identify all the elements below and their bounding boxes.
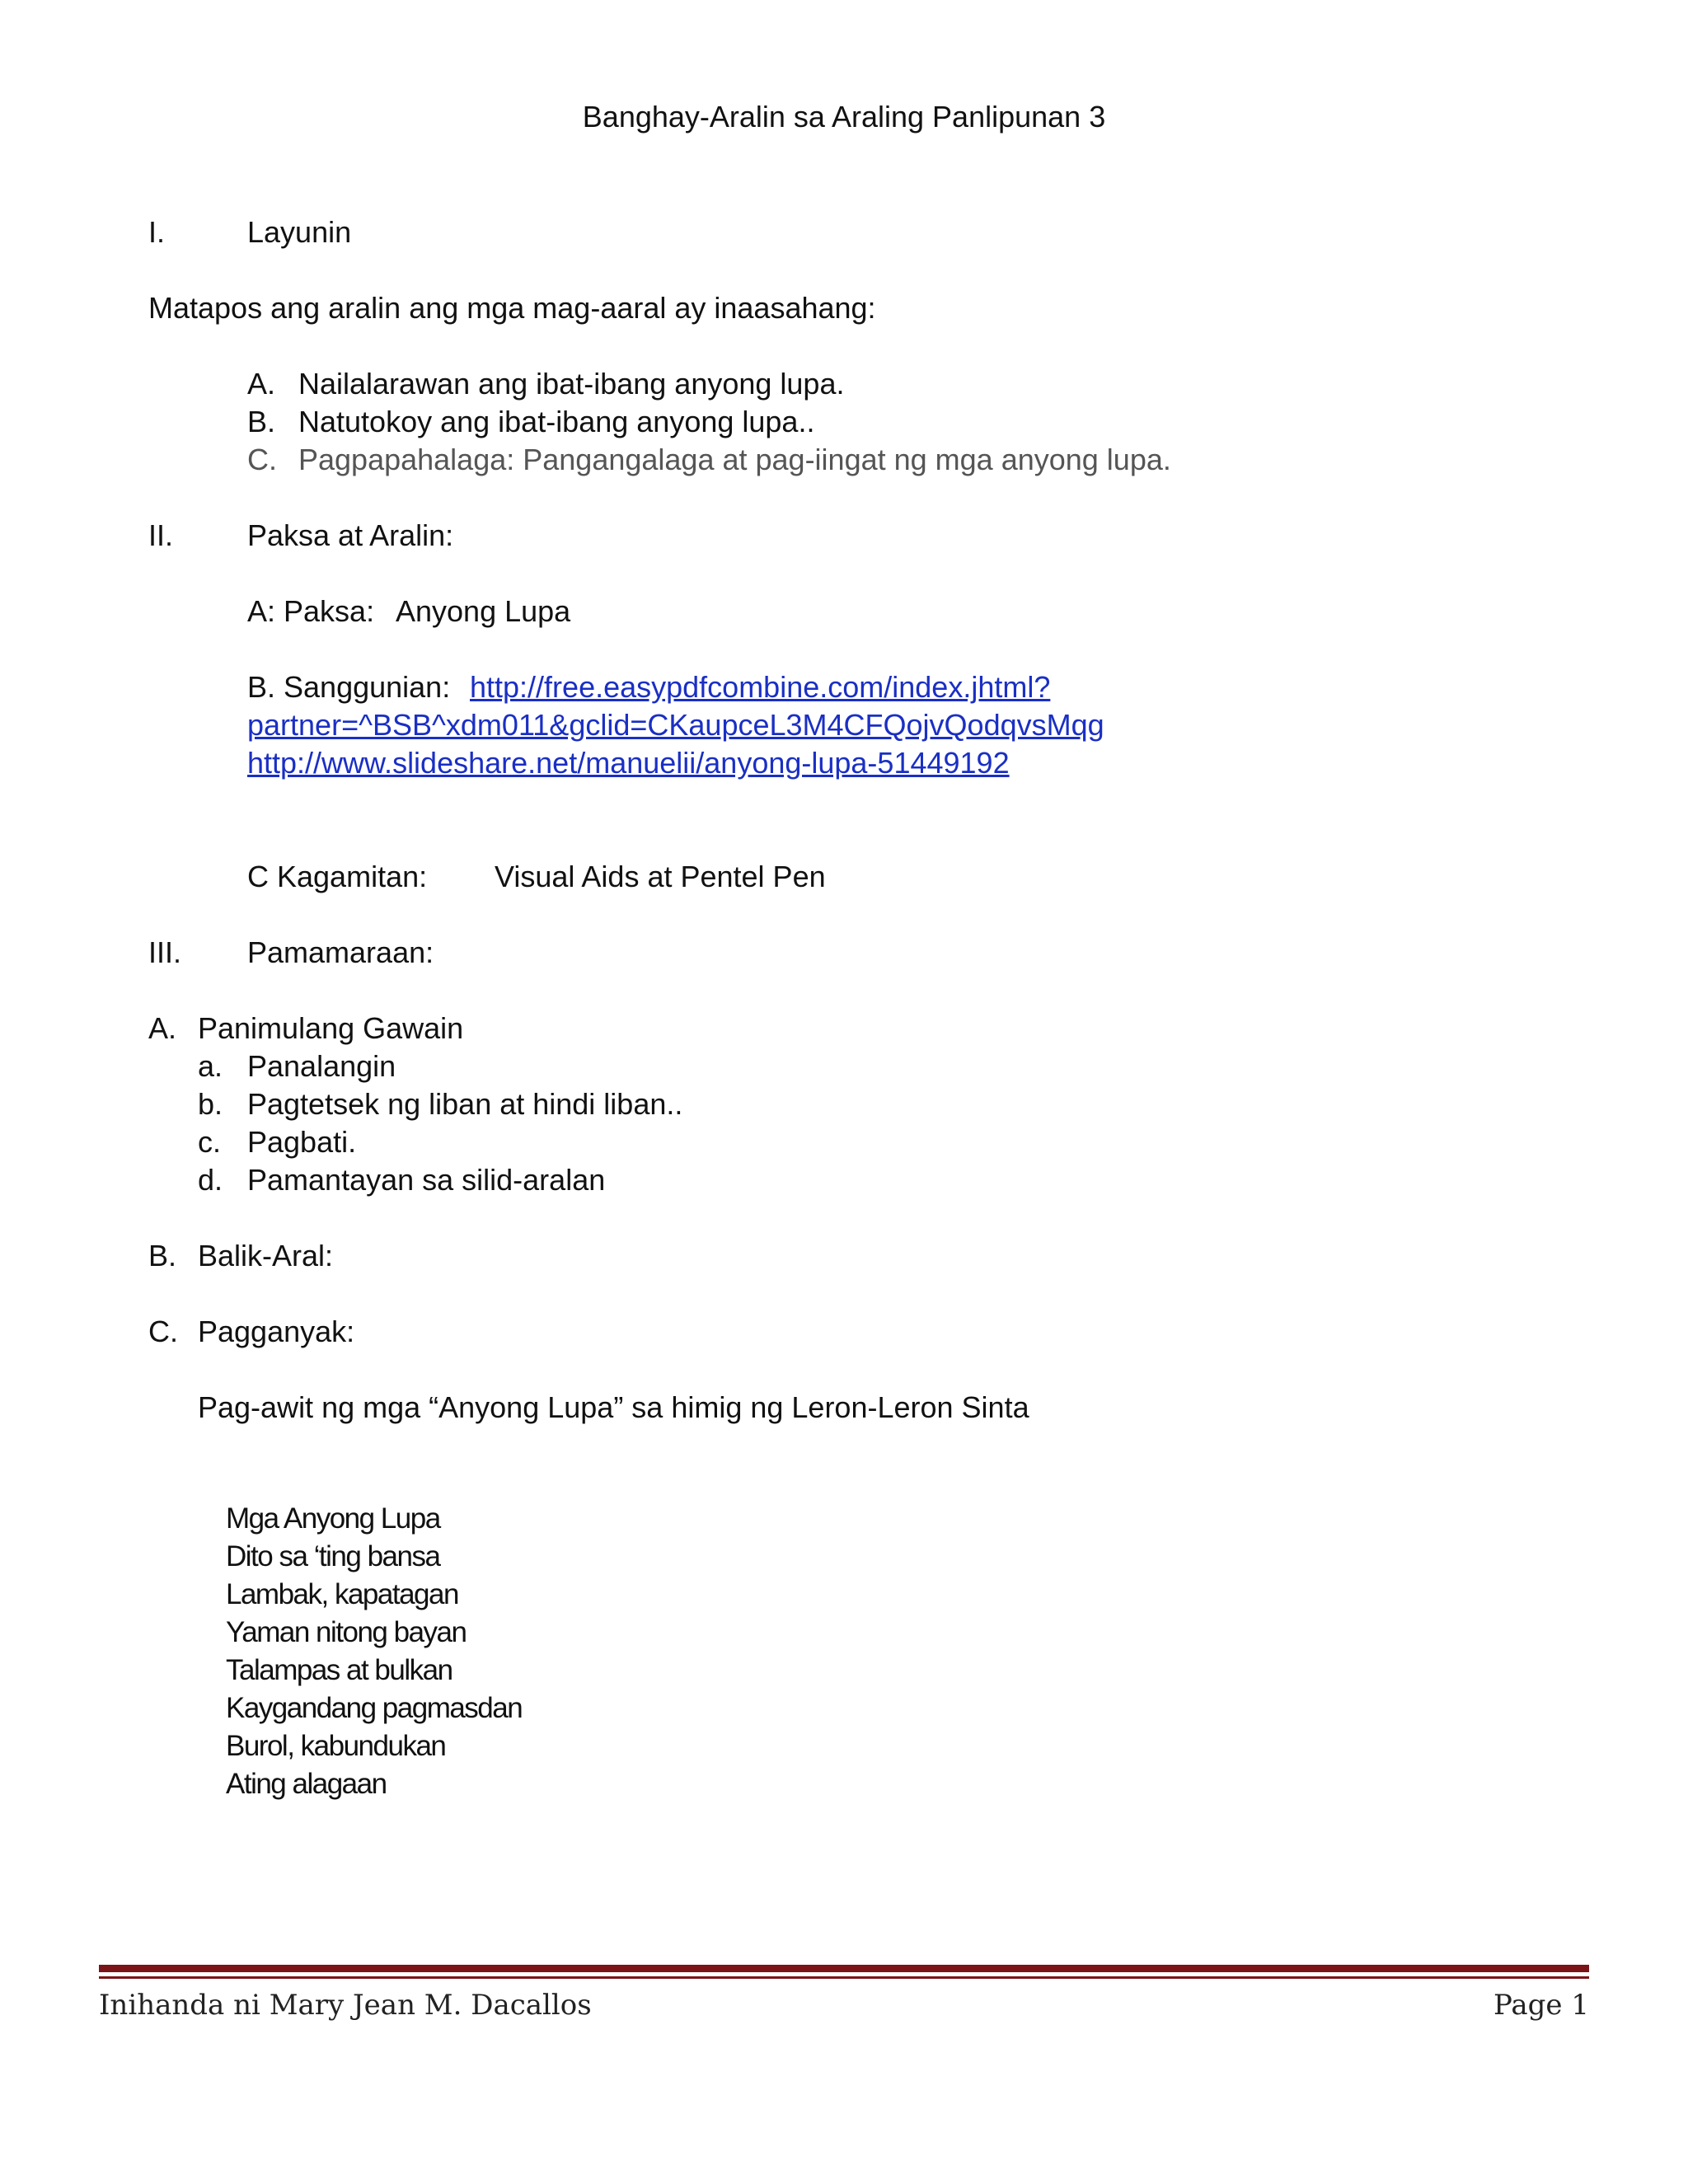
section-1-title: Layunin — [247, 215, 352, 249]
objective-marker-a: A. — [247, 367, 276, 401]
page-number: Page 1 — [1493, 1989, 1589, 2022]
part-c-marker: C. — [148, 1315, 178, 1348]
part-a-marker: A. — [148, 1011, 177, 1045]
song-line: Ating alagaan — [226, 1768, 387, 1800]
song-line: Mga Anyong Lupa — [226, 1502, 440, 1535]
part-a-item-marker: c. — [198, 1125, 222, 1159]
paksa-label: A: Paksa: — [247, 594, 375, 628]
song-line: Lambak, kapatagan — [226, 1578, 458, 1610]
part-c-title: Pagganyak: — [198, 1315, 355, 1348]
paksa-value: Anyong Lupa — [396, 594, 571, 628]
song-line: Talampas at bulkan — [226, 1654, 452, 1686]
song-line: Kaygandang pagmasdan — [226, 1692, 523, 1724]
part-a-item-marker: b. — [198, 1087, 223, 1121]
footer-rule-thin — [99, 1976, 1589, 1979]
section-3-title: Pamamaraan: — [247, 935, 434, 969]
section-2-title: Paksa at Aralin: — [247, 518, 454, 552]
song-line: Dito sa ‘ting bansa — [226, 1540, 440, 1572]
part-a-item: Panalangin — [247, 1049, 396, 1083]
part-a-item: Pamantayan sa silid-aralan — [247, 1163, 606, 1197]
objective-marker-c: C. — [247, 443, 277, 476]
song-line: Yaman nitong bayan — [226, 1616, 467, 1648]
objective-a: Nailalarawan ang ibat-ibang anyong lupa. — [298, 367, 845, 401]
section-1-number: I. — [148, 215, 166, 249]
song-line: Burol, kabundukan — [226, 1730, 446, 1762]
objective-c: Pagpapahalaga: Pangangalaga at pag-iingat ng mga anyong lupa. — [298, 443, 1171, 476]
part-a-item: Pagtetsek ng liban at hindi liban.. — [247, 1087, 683, 1121]
sanggunian-label: B. Sanggunian: — [247, 670, 451, 704]
kagamitan-label: C Kagamitan: — [247, 860, 428, 893]
kagamitan-value: Visual Aids at Pentel Pen — [495, 860, 826, 893]
part-a-item-marker: a. — [198, 1049, 223, 1083]
reference-link-2[interactable]: http://www.slideshare.net/manuelii/anyong-lupa-51449192 — [247, 746, 1010, 780]
section-3-number: III. — [148, 935, 182, 969]
footer-rule-thick — [99, 1965, 1589, 1972]
objective-marker-b: B. — [247, 405, 276, 438]
part-a-item: Pagbati. — [247, 1125, 357, 1159]
footer-author: Inihanda ni Mary Jean M. Dacallos — [99, 1989, 592, 2022]
part-b-marker: B. — [148, 1239, 177, 1272]
reference-link-1-continued[interactable]: partner=^BSB^xdm011&gclid=CKaupceL3M4CFQojvQodqvsMqg — [247, 708, 1104, 742]
part-b-title: Balik-Aral: — [198, 1239, 334, 1272]
pagganyak-text: Pag-awit ng mga “Anyong Lupa” sa himig ng Leron-Leron Sinta — [198, 1390, 1029, 1424]
objectives-intro: Matapos ang aralin ang mga mag-aaral ay inaasahang: — [148, 291, 876, 325]
part-a-title: Panimulang Gawain — [198, 1011, 464, 1045]
reference-link-1[interactable]: http://free.easypdfcombine.com/index.jhtml? — [470, 670, 1051, 704]
page-title: Banghay-Aralin sa Araling Panlipunan 3 — [582, 100, 1106, 134]
part-a-item-marker: d. — [198, 1163, 223, 1197]
objective-b: Natutokoy ang ibat-ibang anyong lupa.. — [298, 405, 815, 438]
section-2-number: II. — [148, 518, 174, 552]
